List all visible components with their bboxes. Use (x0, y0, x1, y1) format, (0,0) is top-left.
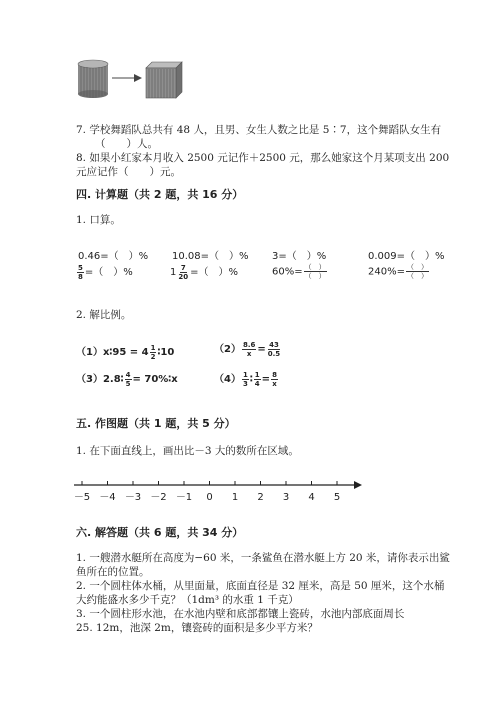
fraction: $\frac{1}{3}$ (242, 370, 248, 388)
tick-label: 4 (308, 492, 315, 503)
fraction: $\frac{4}{5}$ (125, 370, 131, 388)
answer-q3-line2: 25. 12m，池深 2m，镶瓷砖的面积是多少平方米？ (76, 622, 318, 634)
fraction: $\frac{1}{4}$ (254, 370, 260, 388)
fraction: $\frac{( )}{( )}$ (304, 263, 326, 280)
answer-q3-line1: 3. 一个圆柱形水池，在水池内壁和底部都镶上瓷砖，水池内部底面周长 (76, 608, 405, 620)
question-7-blank: （ ）人。 (95, 138, 158, 150)
section-6-title: 六. 解答题（共 6 题，共 34 分） (76, 526, 244, 539)
tick-label: －1 (175, 492, 193, 503)
drawing-q1: 1. 在下面直线上，画出比－3 大的数所在区域。 (76, 445, 299, 457)
oral-item-e: $\frac{5}{8}$ =（ ）% (78, 263, 133, 281)
tick-label: 3 (282, 492, 290, 503)
answer-q2-line2: 大约能盛水多少千克？（1dm³ 的水重 1 千克） (76, 594, 299, 606)
tick-label: －2 (150, 492, 167, 503)
fraction: $\frac{8.6}{x}$ (242, 340, 256, 358)
fraction: $\frac{5}{8}$ (78, 263, 83, 281)
tick-label: 1 (231, 492, 239, 503)
oral-item-d: 0.009=（ ）% (368, 251, 445, 262)
oral-item-a: 0.46=（ ）% (78, 251, 149, 262)
proportion-4: （4） $\frac{1}{3}$ ∶ $\frac{1}{4}$ = $\frac{8}{x}$ (214, 370, 277, 388)
answer-q1-line2: 鱼所在的位置。 (76, 566, 150, 578)
proportion-3: （3）2.8∶ $\frac{4}{5}$ = 70%∶x (76, 370, 178, 388)
oral-item-f: 1 $\frac{7}{20}$ =（ ）% (170, 263, 239, 281)
question-8: 8. 如果小红家本月收入 2500 元记作＋2500 元，那么她家这个月某项支出 200 (76, 152, 450, 164)
box-image (146, 62, 182, 98)
calc-q2-label: 2. 解比例。 (76, 309, 132, 321)
tick-label: 5 (333, 492, 341, 503)
number-line (70, 476, 370, 510)
question-7: 7. 学校舞蹈队总共有 48 人，且男、女生人数之比是 5∶7，这个舞蹈队女生有 (76, 124, 442, 136)
oral-item-b: 10.08=（ ）% (172, 251, 249, 262)
tick-label: －4 (99, 492, 116, 503)
fraction: $\frac{1}{2}$ (150, 343, 156, 361)
tick-label: 2 (257, 492, 264, 503)
calc-q1-label: 1. 口算。 (76, 214, 121, 226)
section-4-title: 四. 计算题（共 2 题，共 16 分） (76, 188, 244, 201)
fraction: $\frac{7}{20}$ (178, 263, 189, 281)
oral-item-c: 3=（ ）% (272, 251, 327, 262)
cylinder-image (78, 60, 108, 98)
arrow-icon (112, 74, 142, 82)
tick-label: 0 (206, 492, 213, 503)
fraction: $\frac{43}{0.5}$ (267, 340, 281, 358)
cylinder-to-box-figure (76, 58, 186, 104)
proportion-1: （1）x∶95 = 4 $\frac{1}{2}$ ∶10 (76, 343, 175, 361)
proportion-2: （2） $\frac{8.6}{x}$ = $\frac{43}{0.5}$ (214, 340, 281, 358)
section-5-title: 五. 作图题（共 1 题，共 5 分） (76, 417, 236, 430)
oral-item-g: 60%= $\frac{( )}{( )}$ (272, 263, 326, 280)
question-8-blank: 元应记作（ ）元。 (76, 166, 181, 178)
answer-q1-line1: 1. 一艘潜水艇所在高度为−60 米，一条鲨鱼在潜水艇上方 20 米，请你表示出鲨 (76, 552, 450, 564)
tick-label: －5 (73, 492, 91, 503)
oral-item-h: 240%= $\frac{( )}{( )}$ (368, 263, 428, 280)
fraction: $\frac{( )}{( )}$ (406, 263, 428, 280)
arrow-head-icon (354, 481, 362, 489)
fraction: $\frac{8}{x}$ (272, 370, 277, 388)
answer-q2-line1: 2. 一个圆柱体水桶，从里面量，底面直径是 32 厘米，高是 50 厘米，这个水桶 (76, 580, 445, 592)
tick-label: －3 (124, 492, 142, 503)
